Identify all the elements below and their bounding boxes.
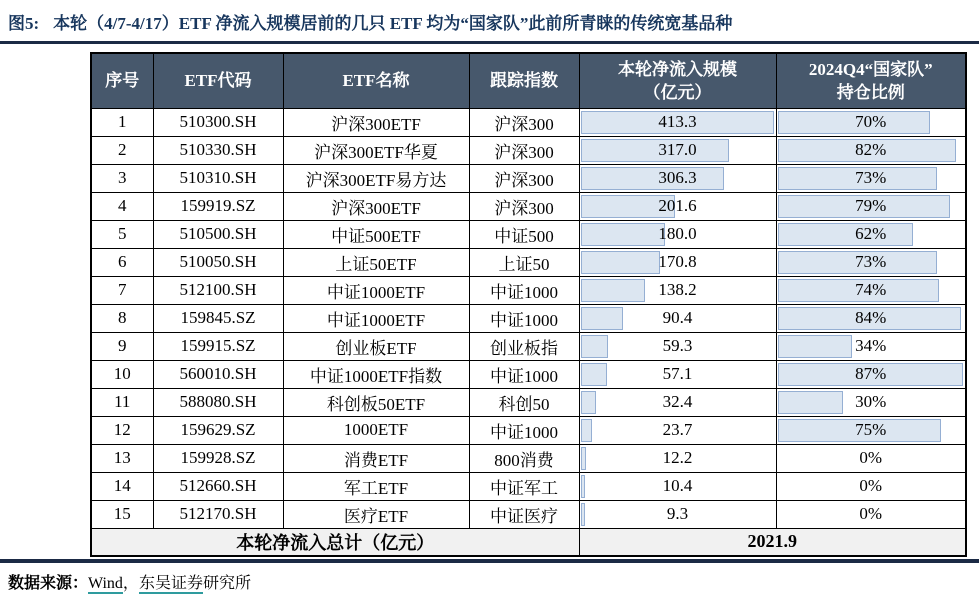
holding-ratio-cell <box>776 332 966 360</box>
row-index-cell: 11 <box>91 388 153 416</box>
holding-ratio-cell-value: 82% <box>855 140 887 159</box>
etf-name-cell: 中证1000ETF指数 <box>283 360 469 388</box>
net-inflow-cell <box>579 500 776 528</box>
tracking-index-cell: 中证1000 <box>469 276 579 304</box>
net-inflow-cell-value: 413.3 <box>658 112 697 131</box>
etf-code-cell: 510050.SH <box>153 248 283 276</box>
net-inflow-cell-value: 170.8 <box>658 252 697 271</box>
etf-name-cell: 上证50ETF <box>283 248 469 276</box>
tracking-index-cell: 中证1000 <box>469 304 579 332</box>
tracking-index-cell: 沪深300 <box>469 192 579 220</box>
etf-code-cell: 510310.SH <box>153 164 283 192</box>
header-holding-ratio-line2: 持仓比例 <box>836 82 905 102</box>
figure-number: 图5: <box>8 14 40 33</box>
etf-code-cell: 159629.SZ <box>153 416 283 444</box>
table-row <box>91 360 966 388</box>
net-inflow-cell-value: 59.3 <box>662 336 693 355</box>
etf-code-cell: 159919.SZ <box>153 192 283 220</box>
soochow-securities-link[interactable]: 东吴证券 <box>138 575 203 592</box>
holding-ratio-cell-value: 0% <box>859 476 883 495</box>
holding-ratio-cell-value: 73% <box>855 168 887 187</box>
net-inflow-databar <box>581 475 586 498</box>
header-etf-name: ETF名称 <box>283 53 469 108</box>
table-row <box>91 388 966 416</box>
holding-ratio-cell-value: 74% <box>855 280 887 299</box>
etf-code-cell: 512660.SH <box>153 472 283 500</box>
net-inflow-databar <box>581 363 608 386</box>
net-inflow-cell-value: 10.4 <box>662 476 693 495</box>
table-bottom-rule <box>0 559 979 563</box>
table-row <box>91 108 966 136</box>
etf-code-cell: 512170.SH <box>153 500 283 528</box>
total-row <box>91 528 966 556</box>
holding-ratio-cell <box>776 360 966 388</box>
net-inflow-cell <box>579 416 776 444</box>
holding-ratio-cell-value: 70% <box>855 112 887 131</box>
net-inflow-databar <box>581 223 665 246</box>
tracking-index-cell: 中证医疗 <box>469 500 579 528</box>
tracking-index-cell: 中证500 <box>469 220 579 248</box>
tracking-index-cell: 800消费 <box>469 444 579 472</box>
net-inflow-cell-value: 306.3 <box>658 168 697 187</box>
source-suffix: 研究所 <box>202 575 251 592</box>
tracking-index-cell: 中证军工 <box>469 472 579 500</box>
table-row <box>91 136 966 164</box>
net-inflow-databar <box>581 419 592 442</box>
row-index-cell: 13 <box>91 444 153 472</box>
data-source-line <box>8 570 979 593</box>
holding-ratio-cell-value: 75% <box>855 420 887 439</box>
net-inflow-cell-value: 201.6 <box>658 196 697 215</box>
table-row <box>91 304 966 332</box>
etf-name-cell: 军工ETF <box>283 472 469 500</box>
row-index-cell: 6 <box>91 248 153 276</box>
holding-ratio-cell <box>776 500 966 528</box>
table-row <box>91 276 966 304</box>
net-inflow-cell <box>579 136 776 164</box>
holding-ratio-cell-value: 34% <box>855 336 887 355</box>
row-index-cell: 14 <box>91 472 153 500</box>
holding-ratio-databar <box>778 391 843 414</box>
holding-ratio-cell-value: 0% <box>859 504 883 523</box>
table-row <box>91 500 966 528</box>
net-inflow-cell <box>579 220 776 248</box>
row-index-cell: 7 <box>91 276 153 304</box>
header-row-index: 序号 <box>91 53 153 108</box>
etf-name-cell: 中证500ETF <box>283 220 469 248</box>
holding-ratio-cell <box>776 220 966 248</box>
net-inflow-cell <box>579 108 776 136</box>
table-row <box>91 164 966 192</box>
net-inflow-cell-value: 90.4 <box>662 308 693 327</box>
row-index-cell: 15 <box>91 500 153 528</box>
etf-name-cell: 1000ETF <box>283 416 469 444</box>
holding-ratio-cell <box>776 416 966 444</box>
holding-ratio-cell <box>776 192 966 220</box>
table-row <box>91 416 966 444</box>
holding-ratio-cell <box>776 164 966 192</box>
holding-ratio-cell <box>776 472 966 500</box>
etf-name-cell: 医疗ETF <box>283 500 469 528</box>
etf-code-cell: 510300.SH <box>153 108 283 136</box>
table-row <box>91 472 966 500</box>
table-row <box>91 192 966 220</box>
etf-code-cell: 159915.SZ <box>153 332 283 360</box>
source-separator: ， <box>122 575 139 592</box>
header-net-inflow <box>579 53 776 108</box>
tracking-index-cell: 中证1000 <box>469 416 579 444</box>
table-row <box>91 248 966 276</box>
figure-title <box>0 0 979 41</box>
net-inflow-databar <box>581 307 623 330</box>
holding-ratio-cell-value: 30% <box>855 392 887 411</box>
net-inflow-cell-value: 57.1 <box>662 364 693 383</box>
row-index-cell: 2 <box>91 136 153 164</box>
etf-code-cell: 159928.SZ <box>153 444 283 472</box>
holding-ratio-cell-value: 84% <box>855 308 887 327</box>
etf-name-cell: 创业板ETF <box>283 332 469 360</box>
net-inflow-cell <box>579 360 776 388</box>
etf-code-cell: 560010.SH <box>153 360 283 388</box>
header-net-inflow-line1: 本轮净流入规模 <box>618 59 737 79</box>
header-etf-code: ETF代码 <box>153 53 283 108</box>
tracking-index-cell: 上证50 <box>469 248 579 276</box>
tracking-index-cell: 中证1000 <box>469 360 579 388</box>
tracking-index-cell: 创业板指 <box>469 332 579 360</box>
net-inflow-databar <box>581 251 661 274</box>
net-inflow-databar <box>581 391 596 414</box>
net-inflow-cell <box>579 304 776 332</box>
holding-ratio-cell <box>776 136 966 164</box>
row-index-cell: 3 <box>91 164 153 192</box>
net-inflow-cell <box>579 332 776 360</box>
etf-name-cell: 沪深300ETF <box>283 192 469 220</box>
holding-ratio-cell <box>776 444 966 472</box>
net-inflow-databar <box>581 503 585 526</box>
net-inflow-cell <box>579 164 776 192</box>
net-inflow-cell <box>579 444 776 472</box>
net-inflow-cell-value: 9.3 <box>666 504 689 523</box>
etf-name-cell: 沪深300ETF易方达 <box>283 164 469 192</box>
net-inflow-cell-value: 12.2 <box>662 448 693 467</box>
holding-ratio-cell <box>776 248 966 276</box>
net-inflow-cell <box>579 192 776 220</box>
holding-ratio-cell <box>776 108 966 136</box>
data-source-label: 数据来源： <box>8 575 89 592</box>
holding-ratio-cell <box>776 276 966 304</box>
net-inflow-databar <box>581 335 609 358</box>
header-net-inflow-line2: （亿元） <box>643 82 712 102</box>
figure-title-text: 本轮（4/7-4/17）ETF 净流入规模居前的几只 ETF 均为“国家队”此前所青睐的传统宽基品种 <box>53 14 733 33</box>
row-index-cell: 8 <box>91 304 153 332</box>
holding-ratio-cell-value: 79% <box>855 196 887 215</box>
row-index-cell: 9 <box>91 332 153 360</box>
net-inflow-cell-value: 180.0 <box>658 224 697 243</box>
holding-ratio-cell-value: 0% <box>859 448 883 467</box>
title-divider-rule <box>0 41 979 44</box>
tracking-index-cell: 沪深300 <box>469 136 579 164</box>
holding-ratio-cell-value: 62% <box>855 224 887 243</box>
etf-code-cell: 588080.SH <box>153 388 283 416</box>
net-inflow-cell-value: 23.7 <box>662 420 693 439</box>
total-label-cell: 本轮净流入总计（亿元） <box>91 528 579 556</box>
net-inflow-cell-value: 138.2 <box>658 280 697 299</box>
etf-code-cell: 510500.SH <box>153 220 283 248</box>
holding-ratio-databar <box>778 335 852 358</box>
etf-code-cell: 510330.SH <box>153 136 283 164</box>
net-inflow-databar <box>581 139 729 162</box>
row-index-cell: 5 <box>91 220 153 248</box>
etf-name-cell: 沪深300ETF华夏 <box>283 136 469 164</box>
etf-name-cell: 科创板50ETF <box>283 388 469 416</box>
holding-ratio-cell <box>776 304 966 332</box>
tracking-index-cell: 科创50 <box>469 388 579 416</box>
holding-ratio-cell <box>776 388 966 416</box>
header-holding-ratio <box>776 53 966 108</box>
tracking-index-cell: 沪深300 <box>469 108 579 136</box>
holding-ratio-databar <box>778 223 913 246</box>
net-inflow-databar <box>581 447 587 470</box>
net-inflow-cell <box>579 388 776 416</box>
net-inflow-cell <box>579 472 776 500</box>
wind-source-link[interactable]: Wind <box>88 575 123 592</box>
etf-name-cell: 沪深300ETF <box>283 108 469 136</box>
table-row <box>91 220 966 248</box>
header-tracking-index: 跟踪指数 <box>469 53 579 108</box>
holding-ratio-cell-value: 73% <box>855 252 887 271</box>
net-inflow-databar <box>581 167 724 190</box>
holding-ratio-databar <box>778 111 931 134</box>
etf-name-cell: 中证1000ETF <box>283 276 469 304</box>
table-row <box>91 332 966 360</box>
etf-code-cell: 512100.SH <box>153 276 283 304</box>
row-index-cell: 4 <box>91 192 153 220</box>
table-row <box>91 444 966 472</box>
etf-name-cell: 中证1000ETF <box>283 304 469 332</box>
row-index-cell: 12 <box>91 416 153 444</box>
header-holding-ratio-line1: 2024Q4“国家队” <box>808 59 933 79</box>
tracking-index-cell: 沪深300 <box>469 164 579 192</box>
net-inflow-cell <box>579 248 776 276</box>
row-index-cell: 1 <box>91 108 153 136</box>
net-inflow-cell-value: 32.4 <box>662 392 693 411</box>
table-body <box>91 108 966 528</box>
net-inflow-cell-value: 317.0 <box>658 140 697 159</box>
net-inflow-databar <box>581 279 646 302</box>
etf-table-container <box>90 52 979 557</box>
row-index-cell: 10 <box>91 360 153 388</box>
table-header-row <box>91 53 966 108</box>
etf-flow-table <box>90 52 967 557</box>
holding-ratio-cell-value: 87% <box>855 364 887 383</box>
etf-code-cell: 159845.SZ <box>153 304 283 332</box>
total-value-cell: 2021.9 <box>579 528 966 556</box>
net-inflow-cell <box>579 276 776 304</box>
etf-name-cell: 消费ETF <box>283 444 469 472</box>
